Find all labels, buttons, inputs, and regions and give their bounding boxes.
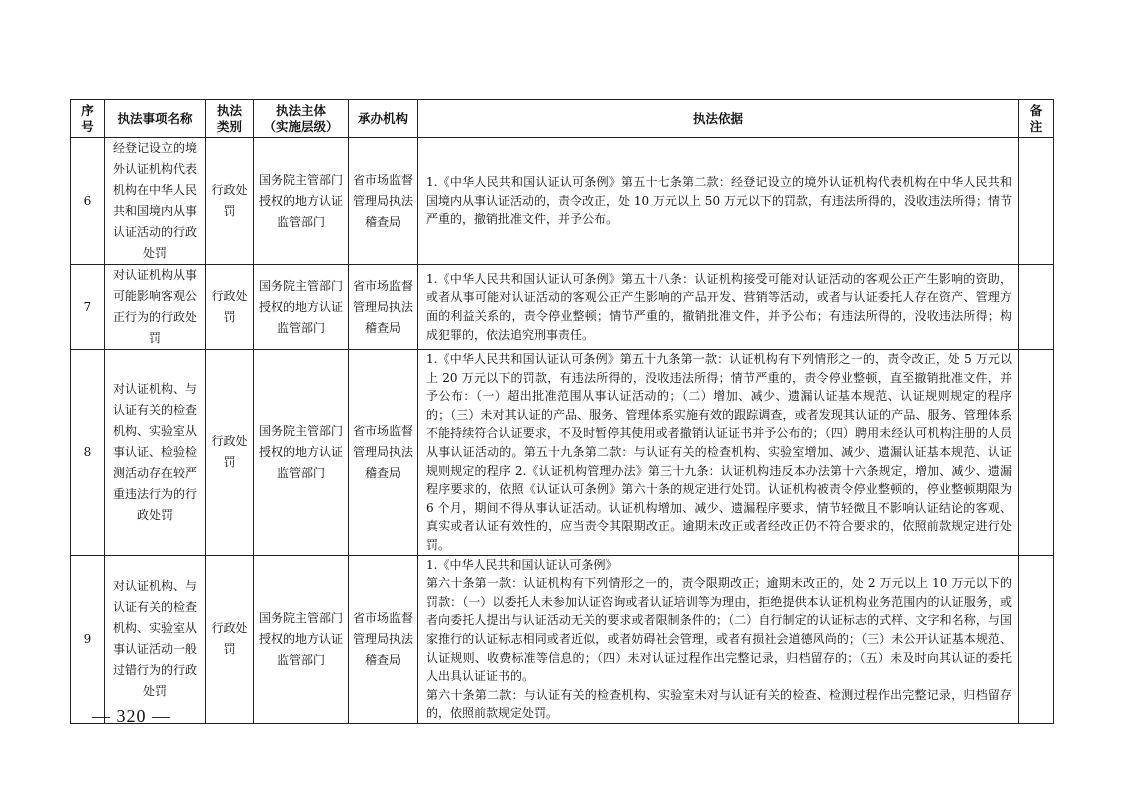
cell-seq: 7 bbox=[71, 265, 105, 350]
cell-remark bbox=[1019, 350, 1054, 556]
cell-subject: 国务院主管部门授权的地方认证监管部门 bbox=[254, 555, 349, 723]
cell-basis bbox=[418, 265, 1019, 350]
header-category: 执法 类别 bbox=[206, 100, 254, 138]
enforcement-table bbox=[70, 99, 1054, 724]
cell-seq: 9 bbox=[71, 555, 105, 723]
cell-subject: 国务院主管部门授权的地方认证监管部门 bbox=[254, 350, 349, 556]
cell-name: 对认证机构、与认证有关的检查机构、实验室从事认证、检验检测活动存在较严重违法行为的行政处罚 bbox=[105, 350, 206, 556]
header-remark: 备 注 bbox=[1019, 100, 1054, 138]
cell-basis bbox=[418, 350, 1019, 556]
basis-paragraph: 1.《中华人民共和国认证认可条例》第五十八条：认证机构接受可能对认证活动的客观公正产生影响的资助，或者从事可能对认证活动的客观公正产生影响的产品开发、营销等活动，或者与认证委托人存在资产、管理方面的利益关系的，责令停业整顿；情节严重的，撤销批准文件，并予公布；有违法所得的，没收违法所得；构成犯罪的，依法追究刑事责任。 bbox=[426, 271, 1012, 342]
header-org: 承办机构 bbox=[349, 100, 418, 138]
cell-seq: 8 bbox=[71, 350, 105, 556]
cell-basis bbox=[418, 555, 1019, 723]
basis-paragraph: 第六十条第一款：认证机构有下列情形之一的，责令限期改正；逾期未改正的，处 2 万元以上 10 万元以下的罚款：（一）以委托人未参加认证咨询或者认证培训等为理由，拒绝提供本认证机构业务范围内的认证服务，或者向委托人提出与认证活动无关的要求或者限制条件的；（二）自行制定的认证标志的式样、文字和名称，与国家推行的认证标志相同或者近似，或者妨碍社会管理，或者有损社会道德风尚的；（三）未公开认证基本规范、认证规则、收费标准等信息的；（四）未对认证过程作出完整记录，归档留存的；（五）未及时向其认证的委托人出具认证证书的。 bbox=[426, 576, 1012, 684]
basis-paragraph: 1.《中华人民共和国认证认可条例》第五十九条第一款：认证机构有下列情形之一的，责令改正，处 5 万元以上 20 万元以下的罚款，有违法所得的，没收违法所得；情节严重的，责令停业整顿，直至撤销批准文件，并予公布：（一）超出批准范围从事认证活动的；（二）增加、减少、遗漏认证基本规范、认证规则规定的程序的；（三）未对其认证的产品、服务、管理体系实施有效的跟踪调查，或者发现其认证的产品、服务、管理体系不能持续符合认证要求，不及时暂停其使用或者撤销认证证书并予公布的；（四）聘用未经认可机构注册的人员从事认证活动的。第五十九条第二款：与认证有关的检查机构、实验室增加、减少、遗漏认证基本规范、认证规则规定的程序 2.《认证机构管理办法》第三十九条：认证机构违反本办法第十六条规定，增加、减少、遗漏程序要求的，依照《认证认可条例》第六十条的规定进行处罚。认证机构被责令停业整顿的，停业整顿期限为 6 个月，期间不得从事认证活动。认证机构增加、减少、遗漏程序要求，情节轻微且不影响认证结论的客观、真实或者认证有效性的，应当责令其限期改正。逾期未改正或者经改正仍不符合要求的，依照前款规定进行处罚。 bbox=[426, 352, 1012, 552]
cell-remark bbox=[1019, 555, 1054, 723]
cell-remark bbox=[1019, 265, 1054, 350]
table-row bbox=[71, 555, 1054, 723]
cell-name: 对认证机构从事可能影响客观公正行为的行政处罚 bbox=[105, 265, 206, 350]
cell-org: 省市场监督管理局执法稽查局 bbox=[349, 555, 418, 723]
cell-category: 行政处罚 bbox=[206, 350, 254, 556]
cell-org: 省市场监督管理局执法稽查局 bbox=[349, 265, 418, 350]
table-row bbox=[71, 138, 1054, 265]
basis-paragraph: 1.《中华人民共和国认证认可条例》第五十七条第二款：经登记设立的境外认证机构代表机构在中华人民共和国境内从事认证活动的，责令改正，处 10 万元以上 50 万元以下的罚款，有违法所得的，没收违法所得；情节严重的，撤销批准文件，并予公布。 bbox=[426, 175, 1012, 227]
cell-name: 对认证机构、与认证有关的检查机构、实验室从事认证活动一般过错行为的行政处罚 bbox=[105, 555, 206, 723]
cell-subject: 国务院主管部门授权的地方认证监管部门 bbox=[254, 138, 349, 265]
cell-org: 省市场监督管理局执法稽查局 bbox=[349, 138, 418, 265]
cell-basis bbox=[418, 138, 1019, 265]
cell-org: 省市场监督管理局执法稽查局 bbox=[349, 350, 418, 556]
cell-remark bbox=[1019, 138, 1054, 265]
table-row bbox=[71, 265, 1054, 350]
cell-name: 经登记设立的境外认证机构代表机构在中华人民共和国境内从事认证活动的行政处罚 bbox=[105, 138, 206, 265]
header-subject: 执法主体 （实施层级） bbox=[254, 100, 349, 138]
cell-category: 行政处罚 bbox=[206, 265, 254, 350]
basis-paragraph: 第六十条第二款：与认证有关的检查机构、实验室未对与认证有关的检查、检测过程作出完整记录，归档留存的，依照前款规定处罚。 bbox=[426, 687, 1012, 721]
cell-seq: 6 bbox=[71, 138, 105, 265]
cell-subject: 国务院主管部门授权的地方认证监管部门 bbox=[254, 265, 349, 350]
header-seq: 序 号 bbox=[71, 100, 105, 138]
cell-category: 行政处罚 bbox=[206, 555, 254, 723]
table-header-row bbox=[71, 100, 1054, 138]
header-name: 执法事项名称 bbox=[105, 100, 206, 138]
table-row bbox=[71, 350, 1054, 556]
page-number: — 320 — bbox=[92, 706, 171, 726]
header-basis: 执法依据 bbox=[418, 100, 1019, 138]
cell-category: 行政处罚 bbox=[206, 138, 254, 265]
basis-paragraph: 1.《中华人民共和国认证认可条例》 bbox=[426, 557, 618, 572]
